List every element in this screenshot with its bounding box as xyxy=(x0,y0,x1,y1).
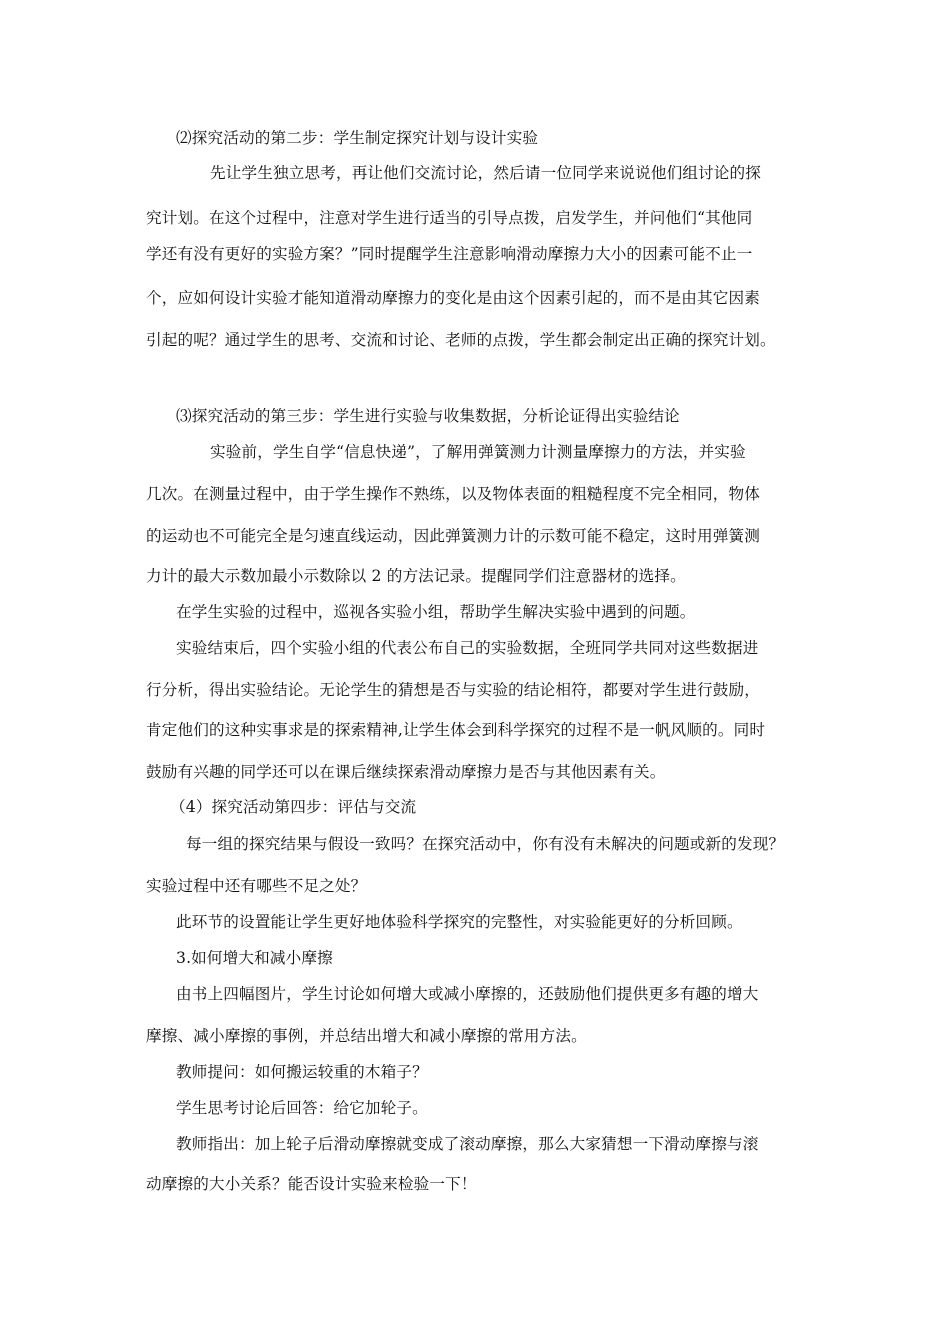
paragraph-line: 摩擦、减小摩擦的事例，并总结出增大和减小摩擦的常用方法。 xyxy=(146,1027,587,1045)
paragraph-line: 引起的呢？通过学生的思考、交流和讨论、老师的点拨，学生都会制定出正确的探究计划。 xyxy=(146,331,776,349)
paragraph-line: 学还有没有更好的实验方案？”同时提醒学生注意影响滑动摩擦力大小的因素可能不止一 xyxy=(146,245,753,263)
paragraph-line: 实验过程中还有哪些不足之处？ xyxy=(146,877,367,895)
step4-heading: （4）探究活动第四步：评估与交流 xyxy=(170,798,417,816)
paragraph-line: 个，应如何设计实验才能知道滑动摩擦力的变化是由这个因素引起的，而不是由其它因素 xyxy=(146,289,761,307)
paragraph-line: 由书上四幅图片，学生讨论如何增大或减小摩擦的，还鼓励他们提供更多有趣的增大 xyxy=(176,985,759,1003)
step2-heading: ⑵探究活动的第二步：学生制定探究计划与设计实验 xyxy=(176,129,539,147)
paragraph-line: 学生思考讨论后回答：给它加轮子。 xyxy=(176,1099,428,1117)
paragraph-line: 教师提问：如何搬运较重的木箱子？ xyxy=(176,1063,428,1081)
paragraph-line: 实验前，学生自学“信息快递”，了解用弹簧测力计测量摩擦力的方法，并实验 xyxy=(210,443,746,461)
paragraph-line: 鼓励有兴趣的同学还可以在课后继续探索滑动摩擦力是否与其他因素有关。 xyxy=(146,763,666,781)
paragraph-line: 教师指出：加上轮子后滑动摩擦就变成了滚动摩擦，那么大家猜想一下滑动摩擦与滚 xyxy=(176,1135,759,1153)
paragraph-line: 实验结束后，四个实验小组的代表公布自己的实验数据，全班同学共同对这些数据进 xyxy=(176,639,759,657)
paragraph-line: 的运动也不可能完全是匀速直线运动，因此弹簧测力计的示数可能不稳定，这时用弹簧测 xyxy=(146,527,761,545)
paragraph-line: 先让学生独立思考，再让他们交流讨论，然后请一位同学来说说他们组讨论的探 xyxy=(210,164,762,182)
paragraph-line: 每一组的探究结果与假设一致吗？在探究活动中，你有没有未解决的问题或新的发现？ xyxy=(186,835,785,853)
paragraph-line: 动摩擦的大小关系？能否设计实验来检验一下！ xyxy=(146,1175,477,1193)
paragraph-line: 在学生实验的过程中，巡视各实验小组，帮助学生解决实验中遇到的问题。 xyxy=(176,603,696,621)
paragraph-line: 肯定他们的这种实事求是的探索精神,让学生体会到科学探究的过程不是一帆风顺的。同时 xyxy=(146,721,766,739)
paragraph-line: 力计的最大示数加最小示数除以 2 的方法记录。提醒同学们注意器材的选择。 xyxy=(146,567,686,585)
paragraph-line: 行分析，得出实验结论。无论学生的猜想是否与实验的结论相符，都要对学生进行鼓励， xyxy=(146,681,761,699)
section-3-heading: 3.如何增大和减小摩擦 xyxy=(176,949,333,967)
paragraph-line: 究计划。在这个过程中，注意对学生进行适当的引导点拨，启发学生，并问他们“其他同 xyxy=(146,209,753,227)
step3-heading: ⑶探究活动的第三步：学生进行实验与收集数据，分析论证得出实验结论 xyxy=(176,407,680,425)
paragraph-line: 此环节的设置能让学生更好地体验科学探究的完整性，对实验能更好的分析回顾。 xyxy=(176,913,743,931)
paragraph-line: 几次。在测量过程中，由于学生操作不熟练，以及物体表面的粗糙程度不完全相同，物体 xyxy=(146,485,761,503)
